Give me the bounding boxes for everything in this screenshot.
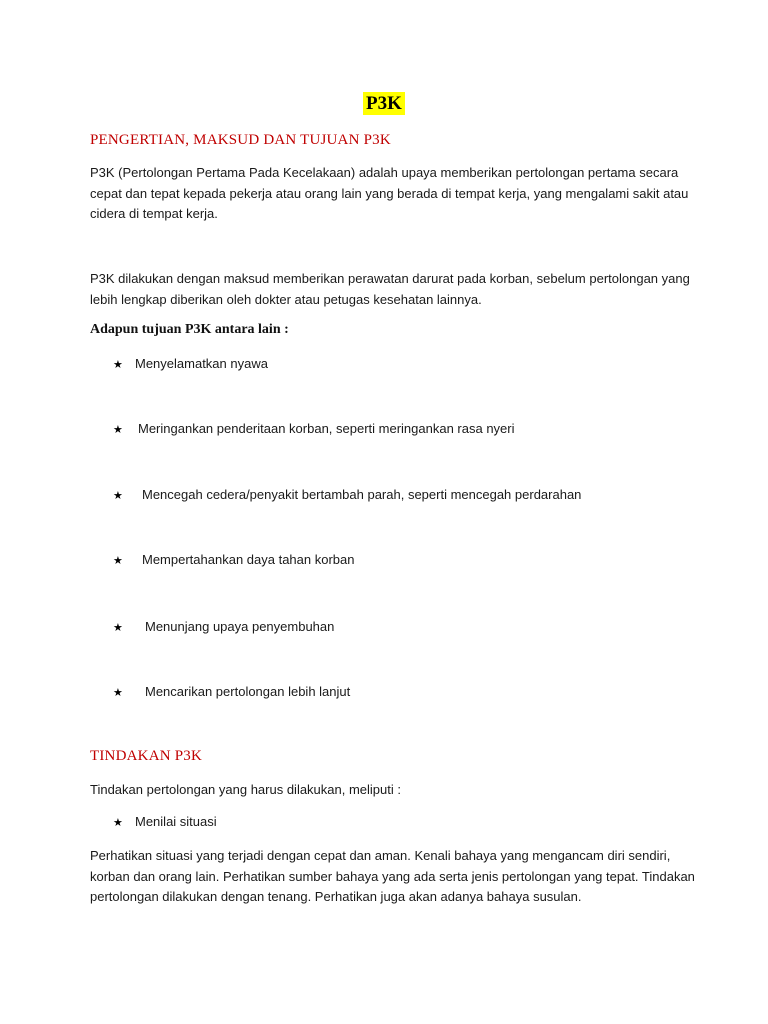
list-item <box>113 487 581 502</box>
text-line: pertolongan dilakukan dengan tenang. Perhatikan juga akan adanya bahaya susulan. <box>90 889 582 904</box>
list-item-text: Menilai situasi <box>135 814 217 829</box>
list-item <box>113 552 354 567</box>
text-line: P3K (Pertolongan Pertama Pada Kecelakaan) adalah upaya memberikan pertolongan pertama secara <box>90 165 679 180</box>
text-line: cidera di tempat kerja. <box>90 206 218 221</box>
paragraph-definition <box>90 163 690 225</box>
list-item <box>113 684 350 699</box>
list-item <box>113 356 268 371</box>
star-bullet-icon: ★ <box>113 424 123 436</box>
page-title: P3K <box>363 92 405 115</box>
text-line: Tindakan pertolongan yang harus dilakukan, meliputi : <box>90 782 401 797</box>
section-heading-pengertian: PENGERTIAN, MAKSUD DAN TUJUAN P3K <box>90 132 391 148</box>
list-item-text: Menunjang upaya penyembuhan <box>145 619 335 634</box>
star-bullet-icon: ★ <box>113 490 123 502</box>
list-item-text: Meringankan penderitaan korban, seperti meringankan rasa nyeri <box>138 421 515 436</box>
text-line: P3K dilakukan dengan maksud memberikan perawatan darurat pada korban, sebelum pertolongan yang <box>90 271 690 286</box>
text-line: cepat dan tepat kepada pekerja atau orang lain yang berada di tempat kerja, yang mengalami sakit atau <box>90 185 689 201</box>
paragraph-actions-intro <box>90 780 690 801</box>
list-item-text: Mencegah cedera/penyakit bertambah parah, seperti mencegah perdarahan <box>142 487 582 502</box>
text-line: korban dan orang lain. Perhatikan sumber bahaya yang ada serta jenis pertolongan yang tepat. Tindakan <box>90 868 695 884</box>
page-title-wrap <box>0 93 768 115</box>
list-item <box>113 619 334 634</box>
list-item-text: Mempertahankan daya tahan korban <box>142 552 355 567</box>
star-bullet-icon: ★ <box>113 359 123 371</box>
text-line: Perhatikan situasi yang terjadi dengan cepat dan aman. Kenali bahaya yang mengancam diri sendiri, <box>90 848 671 863</box>
subheading-goals: Adapun tujuan P3K antara lain : <box>90 322 289 337</box>
text-line: lebih lengkap diberikan oleh dokter atau petugas kesehatan lainnya. <box>90 291 482 307</box>
star-bullet-icon: ★ <box>113 555 123 567</box>
list-item-text: Mencarikan pertolongan lebih lanjut <box>145 684 351 699</box>
section-heading-tindakan: TINDAKAN P3K <box>90 748 202 764</box>
star-bullet-icon: ★ <box>113 622 123 634</box>
list-item <box>113 421 515 436</box>
list-item <box>113 814 217 829</box>
list-item-text: Menyelamatkan nyawa <box>135 356 268 371</box>
star-bullet-icon: ★ <box>113 687 123 699</box>
paragraph-purpose <box>90 269 690 310</box>
paragraph-assess-situation <box>90 846 695 908</box>
star-bullet-icon: ★ <box>113 817 123 829</box>
